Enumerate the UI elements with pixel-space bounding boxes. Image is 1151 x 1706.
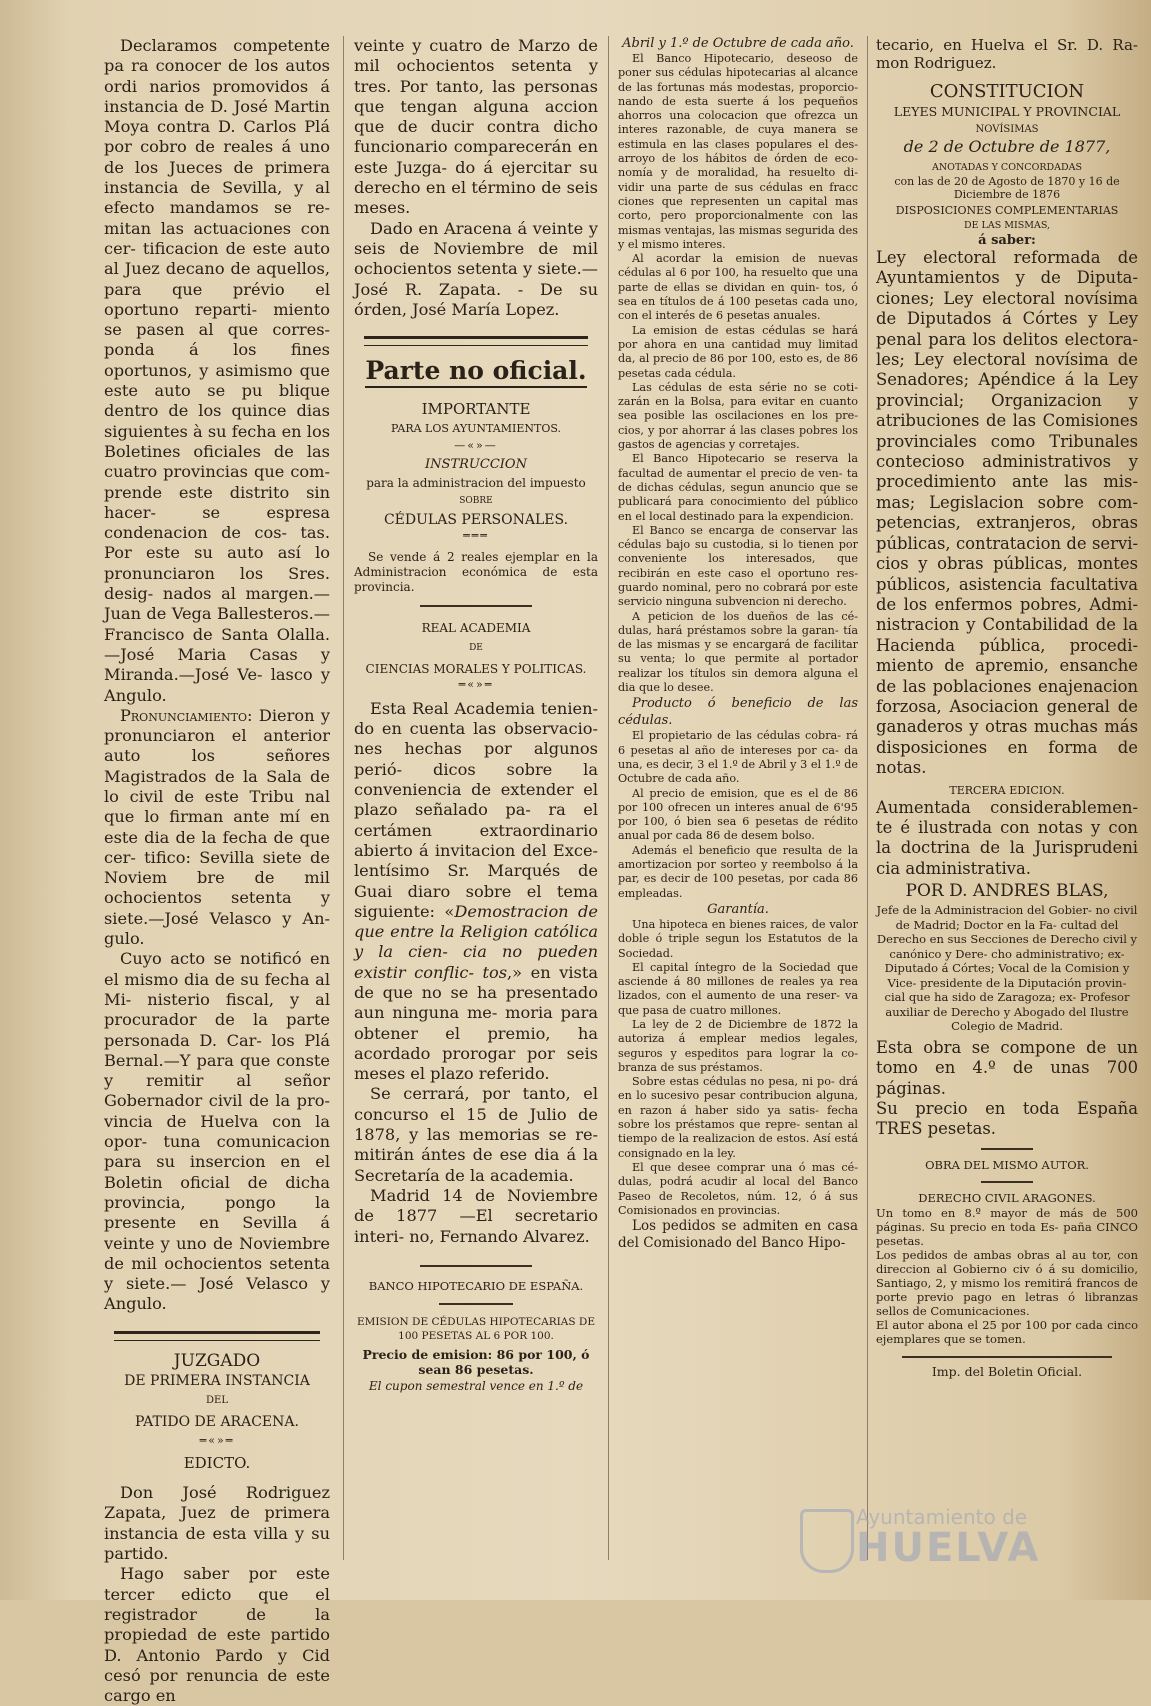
advert-subtitle: DERECHO CIVIL ARAGONES. (918, 1190, 1096, 1205)
advert-subtitle: DE LAS MISMAS, (963, 220, 1051, 231)
paragraph-italic: Demostracion de que entre la Religion católica y la cien- cia no pueden existir conflic- tos (354, 901, 598, 982)
column-3 (618, 36, 858, 1252)
paragraph: La ley de 2 de Diciembre de 1872 la autoriza á emplear medios legales, seguros y espeditos para lograr la co- branza de sus préstamos. (618, 1018, 858, 1074)
section-heading: INSTRUCCION (425, 456, 527, 472)
section-heading: Producto ó beneficio de las cédulas. (618, 696, 858, 729)
section-divider (114, 1331, 320, 1341)
watermark-line: HUELVA (856, 1525, 1041, 1571)
paragraph: Hago saber por este tercer edicto que el registrador de la propiedad de este partido D. Antonio Pardo y Cid cesó por renuncia de este cargo en (104, 1564, 330, 1706)
advert-author: POR D. ANDRES BLAS, (905, 881, 1109, 902)
section-title: JUZGADO (173, 1350, 261, 1371)
advert-date: de 2 de Octubre de 1877, (903, 137, 1111, 156)
divider (420, 605, 532, 607)
paragraph: Además el beneficio que resulta de la amortizacion por sorteo y reembolso á la par, es decir de 100 pesetas, por cada 86 empleadas. (618, 843, 858, 900)
paragraph: El cupon semestral vence en 1.º de (368, 1379, 584, 1394)
paragraph: Dado en Aracena á veinte y seis de Noviembre de mil ochocientos setenta y siete.— José R. Zapata. - De su órden, José María Lopez. (354, 218, 598, 319)
advert-subtitle: TERCERA EDICION. (949, 783, 1065, 797)
archive-watermark (770, 1505, 1110, 1575)
ornament: ═«»═ (458, 677, 494, 691)
advert-subtitle: LEYES MUNICIPAL Y PROVINCIAL (893, 104, 1121, 119)
section-subtitle: PATIDO DE ARACENA. (135, 1413, 299, 1430)
paragraph-lead: Pronunciamiento: (120, 705, 253, 725)
column-1 (104, 36, 330, 1706)
advert-title: CONSTITUCION (929, 81, 1085, 102)
paragraph: Don José Rodriguez Zapata, Juez de primera instancia de esta villa y su partido. (104, 1483, 330, 1564)
section-title: CIENCIAS MORALES Y POLITICAS. (365, 661, 587, 676)
column-rule (867, 36, 868, 1560)
paragraph: Las cédulas de esta série no se coti- zarán en la Bolsa, para evitar en cuanto sea posible las oscilaciones en los pre- cios, y por ahorrar á las clases pobres los gastos de agencias y corretajes. (618, 380, 858, 452)
city-seal-icon (800, 1509, 854, 1573)
section-heading: CÉDULAS PERSONALES. (383, 511, 569, 528)
watermark-line: Ayuntamiento de (856, 1505, 1028, 1529)
price-line: Precio de emision: 86 por 100, ó sean 86 pesetas. (362, 1347, 590, 1378)
paragraph: A peticion de los dueños de las cé- dulas, hará préstamos sobre la garan- tía de las mismas y se encargará de facilitar su venta; lo que permite al portador realizar los títulos sin demora alguna el dia que lo desee. (618, 609, 858, 695)
divider (981, 1181, 1033, 1183)
divider (439, 1303, 512, 1305)
paragraph: Los pedidos se admiten en casa del Comisionado del Banco Hipo- (618, 1218, 858, 1252)
paragraph: Se cerrará, por tanto, el concurso el 15 de Julio de 1878, y las memorias se re- mitirán ántes de ese dia á la Secretaría de la academia. (354, 1084, 598, 1185)
column-2 (354, 36, 598, 1393)
section-subtitle: para la administracion del impuesto (366, 476, 586, 491)
section-title: IMPORTANTE (421, 400, 531, 419)
paragraph: Al precio de emision, que es el de 86 por 100 ofrecen un interes anual de 6'95 por 100, ó bien sea 6 pesetas de rédito anual por cada 86 de desem bolso. (618, 786, 858, 843)
section-heading: Garantía. (707, 901, 769, 917)
paragraph: Una hipoteca en bienes raices, de valor doble ó triple segun los Estatutos de la Sociedad. (618, 917, 858, 960)
advert-subtitle: NOVÍSIMAS (975, 124, 1039, 135)
advert-subtitle: DISPOSICIONES COMPLEMENTARIAS (895, 204, 1119, 217)
paragraph: Los pedidos de ambas obras al au tor, con direccion al Gobierno civ ó á su domicilio, Santiago, 2, y mismo los remitirá francos de porte previo pago en letras ó libranzas sellos de Comunicaciones. (876, 1247, 1138, 1318)
paragraph: Su precio en toda España TRES pesetas. (876, 1098, 1138, 1139)
paragraph: Aumentada considerablemen- te é ilustrada con notas y con la doctrina de la Jurisprudeni cia administrativa. (876, 797, 1138, 878)
ornament: ═══ (463, 528, 489, 542)
paragraph: Madrid 14 de Noviembre de 1877 —El secretario interi- no, Fernando Alvarez. (354, 1185, 598, 1246)
paragraph: El autor abona el 25 por 100 por cada cinco ejemplares que se tomen. (876, 1317, 1138, 1346)
advert-subtitle: OBRA DEL MISMO AUTOR. (925, 1157, 1089, 1172)
section-title: REAL ACADEMIA (421, 620, 531, 635)
paragraph-text: Esta Real Academia tenien- do en cuenta las observacio- nes hechas por algunos perió- dicos sobre la conveniencia de extender el plazo señalado pa- ra el certámen extraordinario abierto á invitacion del Exce- lentísimo Sr. Marqués de Guai diaro sobre el tema siguiente: « (354, 698, 598, 921)
paragraph: El propietario de las cédulas cobra- rá 6 pesetas al año de intereses por ca- da una, es decir, 3 el 1.º de Abril y 3 el 1.º de Octubre de cada año. (618, 729, 858, 786)
paragraph-text: ,» en vista de que no se ha presentado aun ninguna me- moria para obtener el premio, ha acordado prorogar por seis meses el plazo referido. (354, 962, 598, 1084)
paragraph: El que desee comprar una ó mas cé- dulas, podrá acudir al local del Banco Paseo de Recoletos, núm. 12, ó á sus Comisionados en provincias. (618, 1160, 858, 1217)
paragraph: El Banco Hipotecario se reserva la facultad de aumentar el precio de ven- ta de dichas cédulas, segun anuncio que se publicará para conocimiento del público en el local destinado para la expendicion. (618, 452, 858, 523)
section-subtitle: DEL (206, 1395, 228, 1407)
section-subtitle: SOBRE (459, 496, 493, 507)
paragraph (104, 706, 330, 950)
paragraph: El Banco se encarga de conservar las cédulas bajo su custodia, si lo tienen por conveniente los interesados, que recibirán en este caso el oportuno res- guardo nominal, pero no cobrará por este servicio ninguna subvencion ni derecho. (618, 523, 858, 609)
paragraph: Sobre estas cédulas no pesa, ni po- drá en lo sucesivo pesar contribucion alguna, en razon á haber sido ya satis- fecha sobre los préstamos que repre- sentan al tiempo de la realizacion de estos. Así está consignado en la ley. (618, 1075, 858, 1160)
section-subtitle: PARA LOS AYUNTAMIENTOS. (390, 422, 561, 436)
paragraph: Al acordar la emision de nuevas cédulas al 6 por 100, ha resuelto que una parte de ellas se dividan en quin- tos, ó sea en títulos de á 100 pesetas cada uno, con el interés de 6 pesetas anuales. (618, 252, 858, 323)
paragraph: Se vende á 2 reales ejemplar en la Administracion económica de esta provincia. (354, 549, 598, 594)
paragraph-text: Dieron y pronunciaron el anterior auto los señores Magistrados de la Sala de lo civil de este Tribu nal que lo firman ante mí en este dia de la fecha de que cer- tifico: Sevilla siete de Noviem bre de mil ochocientos setenta y siete.—José Velasco y An- gulo. (104, 705, 330, 949)
advert-subtitle: ANOTADAS Y CONCORDADAS (932, 162, 1082, 173)
paragraph: tecario, en Huelva el Sr. D. Ra- mon Rodriguez. (876, 36, 1138, 72)
paragraph: Ley electoral reformada de Ayuntamientos y de Diputa- ciones; Ley electoral novísima de Diputados á Córtes y Ley penal para los delitos electora- les; Ley electoral novísima de Senadores; Apéndice á la Ley provincial; Organizacion y atribuciones de las Comisiones provinciales como Tribunales contecioso administrativos y procedimiento ante las mis- mas; Legislacion sobre com- petencias, extranjeros, obras públicas, contratacion de servi- cios y obras públicas, montes públicos, asistencia facultativa de los enfermos pobres, Admi- nistracion y Contabilidad de la Hacienda pública, procedi- miento de apremio, ensanche de las poblaciones enajenacion forzosa, Asociacion general de ganaderos y otras muchas más disposiciones en forma de notas. (876, 248, 1138, 778)
column-4 (876, 36, 1138, 1379)
column-rule (608, 36, 609, 1560)
divider (420, 1265, 532, 1267)
paragraph: Abril y 1.º de Octubre de cada año. (622, 36, 854, 51)
paragraph: Cuyo acto se notificó en el mismo dia de su fecha al Mi- nisterio fiscal, y al procurador de la parte personada D. Car- los Plá Bernal.—Y para que conste y remitir al señor Gobernador civil de la pro- vincia de Huelva con la opor- tuna comunicacion para su insercion en el Boletin oficial de dicha provincia, pongo la presente en Sevilla á veinte y uno de Noviembre de mil ochocientos setenta y siete.— José Velasco y Angulo. (104, 949, 330, 1314)
paragraph: veinte y cuatro de Marzo de mil ochocientos setenta y tres. Por tanto, las personas que tengan alguna accion que de ducir contra dicho funcionario comparecerán en este Juzga- do á ejercitar su derecho en el término de seis meses. (354, 36, 598, 218)
paragraph: El capital íntegro de la Sociedad que asciende á 80 millones de reales ya rea lizados, con el aumento de una reser- va que pasa de cuatro millones. (618, 960, 858, 1017)
section-subtitle: DE PRIMERA INSTANCIA (124, 1373, 310, 1389)
section-heading: EDICTO. (183, 1453, 251, 1472)
advert-subtitle: con las de 20 de Agosto de 1870 y 16 de Diciembre de 1876 (894, 175, 1120, 201)
paragraph (354, 699, 598, 1085)
paragraph: El Banco Hipotecario, deseoso de poner sus cédulas hipotecarias al alcance de las fortunas más modestas, proporcio- nando de esta suerte á los pequeños ahorros una colocacion que ofrezca un interes razonable, de cuya manera se estimula en las clases populares el des- arroyo de los hábitos de órden de eco- nomía y de moralidad, ha resuelto di- vidir una parte de sus cédulas en fracc ciones que representen un capital mas corto, pero proporcionalmente con las mismas ventajas, las mismas segurida des y el mismo interes. (618, 52, 858, 251)
divider (981, 1148, 1033, 1150)
printer-imprint: Imp. del Boletin Oficial. (931, 1363, 1083, 1379)
column-rule (343, 36, 344, 1560)
paragraph: Un tomo en 8.º mayor de más de 500 páginas. Su precio en toda Es- paña CINCO pesetas. (876, 1205, 1138, 1248)
section-subtitle: EMISION DE CÉDULAS HIPOTECARIAS DE 100 PESETAS AL 6 POR 100. (356, 1316, 596, 1343)
section-divider (364, 336, 588, 346)
paragraph: Esta obra se compone de un tomo en 4.º de unas 700 páginas. (876, 1037, 1138, 1098)
section-banner: Parte no oficial. (365, 356, 586, 388)
advert-subtitle: á saber: (978, 233, 1036, 248)
ornament: ═«»═ (199, 1433, 235, 1447)
paragraph: Jefe de la Administracion del Gobier- no civil de Madrid; Doctor en la Fa- cultad del Derecho en sus Secciones de Derecho civil y canónico y Dere- cho administrativo; ex-Diputado á Córtes; Vocal de la Comision y Vice- presidente de la Diputación provin- cial que ha sido de Zaragoza; ex- Profesor auxiliar de Derecho y Abogado del Ilustre Colegio de Madrid. (876, 903, 1138, 1034)
paragraph: La emision de estas cédulas se hará por ahora en una cantidad muy limitad da, al precio de 86 por 100, esto es, de 86 pesetas cada cédula. (618, 323, 858, 380)
section-title: BANCO HIPOTECARIO DE ESPAÑA. (368, 1278, 584, 1293)
paragraph: Declaramos competente pa ra conocer de los autos ordi narios promovidos á instancia de D. José Martin Moya contra D. Carlos Plá por cobro de reales á uno de los Jueces de primera instancia de Sevilla, y al efecto mandamos se re- mitan las actuaciones con cer- tificacion de este auto al Juez decano de aquellos, para que prévio el oportuno reparti- miento se pasen al que corres- ponda á los fines oportunos, y asimismo que este auto se pu blique dentro de los quince dias siguientes à su fecha en los Boletines oficiales de las cuatro provincias que com- prende este distrito sin hacer- se espresa condenacion de cos- tas. Por este su auto así lo pronunciaron los Sres. desig- nados al margen.—Juan de Vega Ballesteros.—Francisco de Santa Olalla.—José Maria Casas y Miranda.—José Ve- lasco y Angulo. (104, 36, 330, 705)
ornament: —«»— (454, 438, 498, 452)
section-subtitle: DE (469, 643, 483, 654)
divider (902, 1356, 1112, 1358)
